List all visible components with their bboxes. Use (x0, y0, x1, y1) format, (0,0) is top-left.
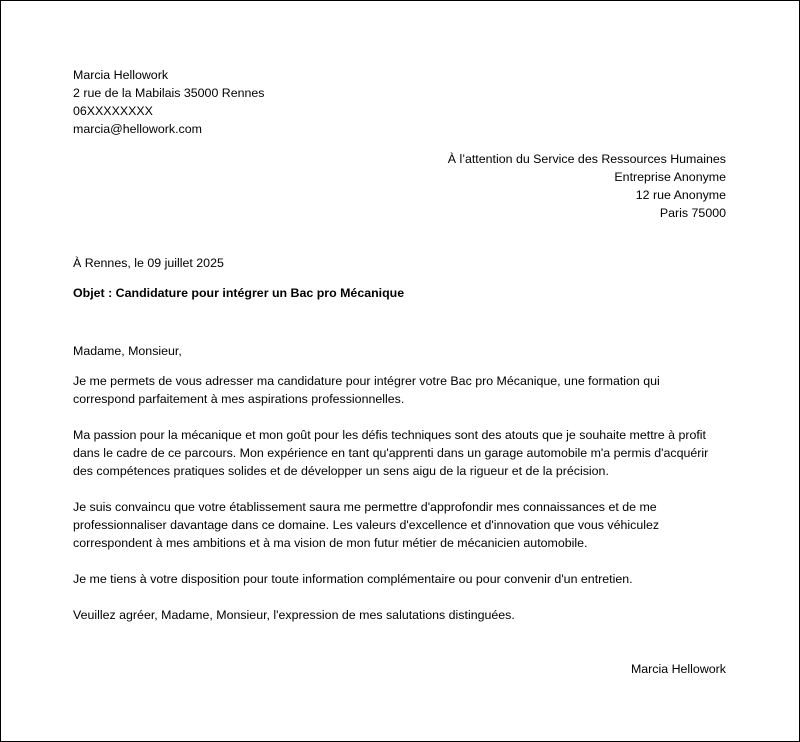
recipient-city: Paris 75000 (659, 206, 726, 220)
sender-address: 2 rue de la Mabilais 35000 Rennes (73, 86, 265, 100)
subject-line: Objet : Candidature pour intégrer un Bac pro Mécanique (73, 286, 405, 300)
recipient-company: Entreprise Anonyme (614, 170, 726, 184)
paragraph-motivation: Ma passion pour la mécanique et mon goût pour les défis techniques sont des atouts que je souhaite mettre à profit dans le cadre de ce parcours. Mon expérience en tant qu'apprenti dans un garage automobile m'a permis d'acquérir des compétences pratiques solides et de développer un sens aigu de la rigueur et de la précision. (73, 428, 709, 478)
sender-phone: 06XXXXXXXX (73, 104, 153, 118)
paragraph-closing: Veuillez agréer, Madame, Monsieur, l'expression de mes salutations distinguées. (73, 608, 515, 622)
date-line: À Rennes, le 09 juillet 2025 (73, 256, 224, 270)
sender-email: marcia@hellowork.com (73, 122, 202, 136)
sender-name: Marcia Hellowork (73, 68, 169, 82)
paragraph-intro: Je me permets de vous adresser ma candidature pour intégrer votre Bac pro Mécanique, une formation qui correspond parfaitement à mes aspirations professionnelles. (73, 374, 660, 406)
recipient-attention: À l’attention du Service des Ressources Humaines (447, 152, 726, 166)
paragraph-availability: Je me tiens à votre disposition pour toute information complémentaire ou pour convenir d'un entretien. (73, 572, 633, 586)
signature: Marcia Hellowork (630, 662, 726, 676)
paragraph-school: Je suis convaincu que votre établissement saura me permettre d'approfondir mes connaissances et de me professionnaliser davantage dans ce domaine. Les valeurs d'excellence et d'innovation que vous véhiculez correspondent à mes ambitions et à ma vision de mon futur métier de mécanicien automobile. (73, 500, 660, 550)
recipient-street: 12 rue Anonyme (635, 188, 726, 202)
salutation: Madame, Monsieur, (73, 344, 182, 358)
